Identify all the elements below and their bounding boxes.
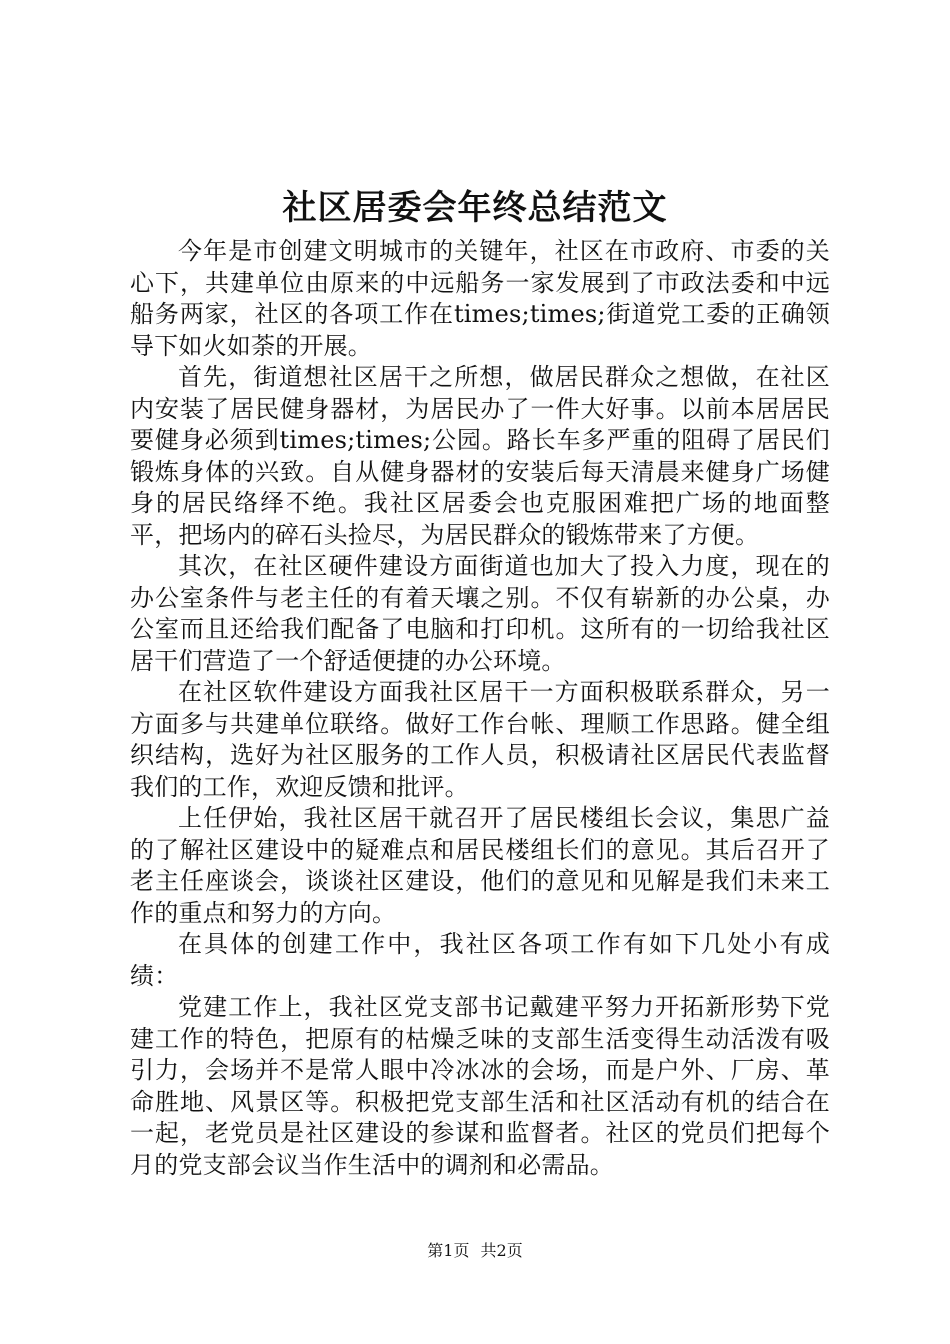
page-total: 共2页 — [480, 1241, 523, 1260]
paragraph: 今年是市创建文明城市的关键年，社区在市政府、市委的关心下，共建单位由原来的中远船务一家发展到了市政法委和中远船务两家，社区的各项工作在times;times;街道党工委的正确领导下如火如荼的开展。 — [130, 237, 830, 360]
paragraph: 党建工作上，我社区党支部书记戴建平努力开拓新形势下党建工作的特色，把原有的枯燥乏味的支部生活变得生动活泼有吸引力，会场并不是常人眼中冷冰冰的会场，而是户外、厂房、革命胜地、风景区等。积极把党支部生活和社区活动有机的结合在一起，老党员是社区建设的参谋和监督者。社区的党员们把每个月的党支部会议当作生活中的调剂和必需品。 — [130, 993, 830, 1179]
paragraph: 在具体的创建工作中，我社区各项工作有如下几处小有成绩： — [130, 930, 830, 990]
paragraph: 上任伊始，我社区居干就召开了居民楼组长会议，集思广益的了解社区建设中的疑难点和居民楼组长们的意见。其后召开了老主任座谈会，谈谈社区建设，他们的意见和见解是我们未来工作的重点和努力的方向。 — [130, 804, 830, 927]
paragraph: 在社区软件建设方面我社区居干一方面积极联系群众，另一方面多与共建单位联络。做好工作台帐、理顺工作思路。健全组织结构，选好为社区服务的工作人员，积极请社区居民代表监督我们的工作，欢迎反馈和批评。 — [130, 678, 830, 801]
page-footer — [0, 1240, 950, 1262]
page-number: 第1页 — [427, 1241, 470, 1260]
document-title: 社区居委会年终总结范文 — [282, 188, 668, 228]
document-body — [130, 236, 830, 1181]
paragraph: 首先，街道想社区居干之所想，做居民群众之想做，在社区内安装了居民健身器材，为居民办了一件大好事。以前本居居民要健身必须到times;times;公园。路长车多严重的阻碍了居民们锻炼身体的兴致。自从健身器材的安装后每天清晨来健身广场健身的居民络绎不绝。我社区居委会也克服困难把广场的地面整平，把场内的碎石头捡尽，为居民群众的锻炼带来了方便。 — [130, 363, 830, 549]
paragraph: 其次，在社区硬件建设方面街道也加大了投入力度，现在的办公室条件与老主任的有着天壤之别。不仅有崭新的办公桌，办公室而且还给我们配备了电脑和打印机。这所有的一切给我社区居干们营造了一个舒适便捷的办公环境。 — [130, 552, 830, 675]
